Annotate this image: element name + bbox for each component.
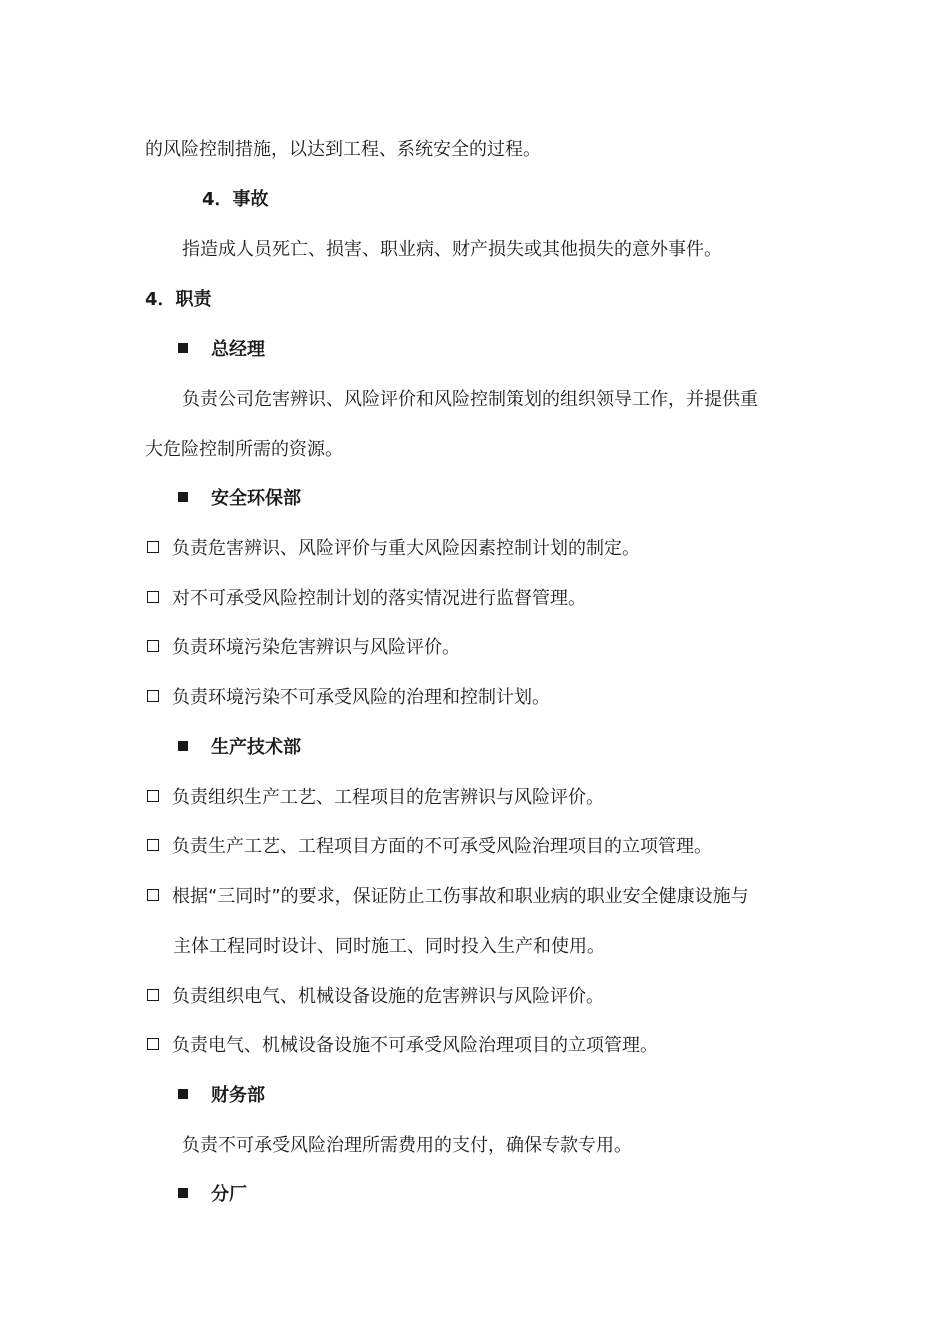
- role-title: 财务部: [211, 1085, 265, 1106]
- general-manager-text-line2: 大危险控制所需的资源。: [145, 439, 343, 460]
- list-item: 负责组织电气、机械设备设施的危害辨识与风险评价。: [147, 984, 604, 1010]
- general-manager-text-line1: 负责公司危害辨识、风险评价和风险控制策划的组织领导工作，并提供重: [182, 389, 758, 410]
- section-heading-duties: 4．职责: [145, 289, 212, 310]
- role-title: 总经理: [211, 339, 265, 360]
- list-item: 负责环境污染不可承受风险的治理和控制计划。: [147, 685, 550, 711]
- list-item: 负责电气、机械设备设施不可承受风险治理项目的立项管理。: [147, 1033, 658, 1059]
- role-title: 生产技术部: [211, 737, 301, 758]
- filled-square-bullet-icon: [178, 741, 188, 751]
- empty-square-bullet-icon: [147, 889, 159, 901]
- role-title: 分厂: [211, 1184, 247, 1205]
- empty-square-bullet-icon: [147, 839, 159, 851]
- filled-square-bullet-icon: [178, 1188, 188, 1198]
- role-heading-branch-factory: [178, 1182, 247, 1208]
- continuation-text: 的风险控制措施，以达到工程、系统安全的过程。: [145, 139, 541, 160]
- role-heading-safety-env: [178, 486, 301, 512]
- list-item: 负责组织生产工艺、工程项目的危害辨识与风险评价。: [147, 785, 604, 811]
- list-item: 负责危害辨识、风险评价与重大风险因素控制计划的制定。: [147, 536, 640, 562]
- list-item: 根据“三同时”的要求，保证防止工伤事故和职业病的职业安全健康设施与: [147, 884, 749, 910]
- finance-text: 负责不可承受风险治理所需费用的支付，确保专款专用。: [182, 1135, 632, 1156]
- role-heading-general-manager: [178, 337, 265, 363]
- empty-square-bullet-icon: [147, 1038, 159, 1050]
- role-heading-finance: [178, 1083, 265, 1109]
- accident-heading: 4．事故: [202, 189, 269, 210]
- empty-square-bullet-icon: [147, 640, 159, 652]
- role-title: 安全环保部: [211, 488, 301, 509]
- role-heading-production-tech: [178, 735, 301, 761]
- filled-square-bullet-icon: [178, 1089, 188, 1099]
- list-item: 对不可承受风险控制计划的落实情况进行监督管理。: [147, 586, 586, 612]
- filled-square-bullet-icon: [178, 343, 188, 353]
- filled-square-bullet-icon: [178, 492, 188, 502]
- accident-definition: 指造成人员死亡、损害、职业病、财产损失或其他损失的意外事件。: [182, 239, 722, 260]
- empty-square-bullet-icon: [147, 989, 159, 1001]
- empty-square-bullet-icon: [147, 541, 159, 553]
- list-item: 负责生产工艺、工程项目方面的不可承受风险治理项目的立项管理。: [147, 834, 712, 860]
- empty-square-bullet-icon: [147, 790, 159, 802]
- list-item: 负责环境污染危害辨识与风险评价。: [147, 635, 460, 661]
- empty-square-bullet-icon: [147, 690, 159, 702]
- list-item-continuation: 主体工程同时设计、同时施工、同时投入生产和使用。: [173, 936, 605, 957]
- empty-square-bullet-icon: [147, 591, 159, 603]
